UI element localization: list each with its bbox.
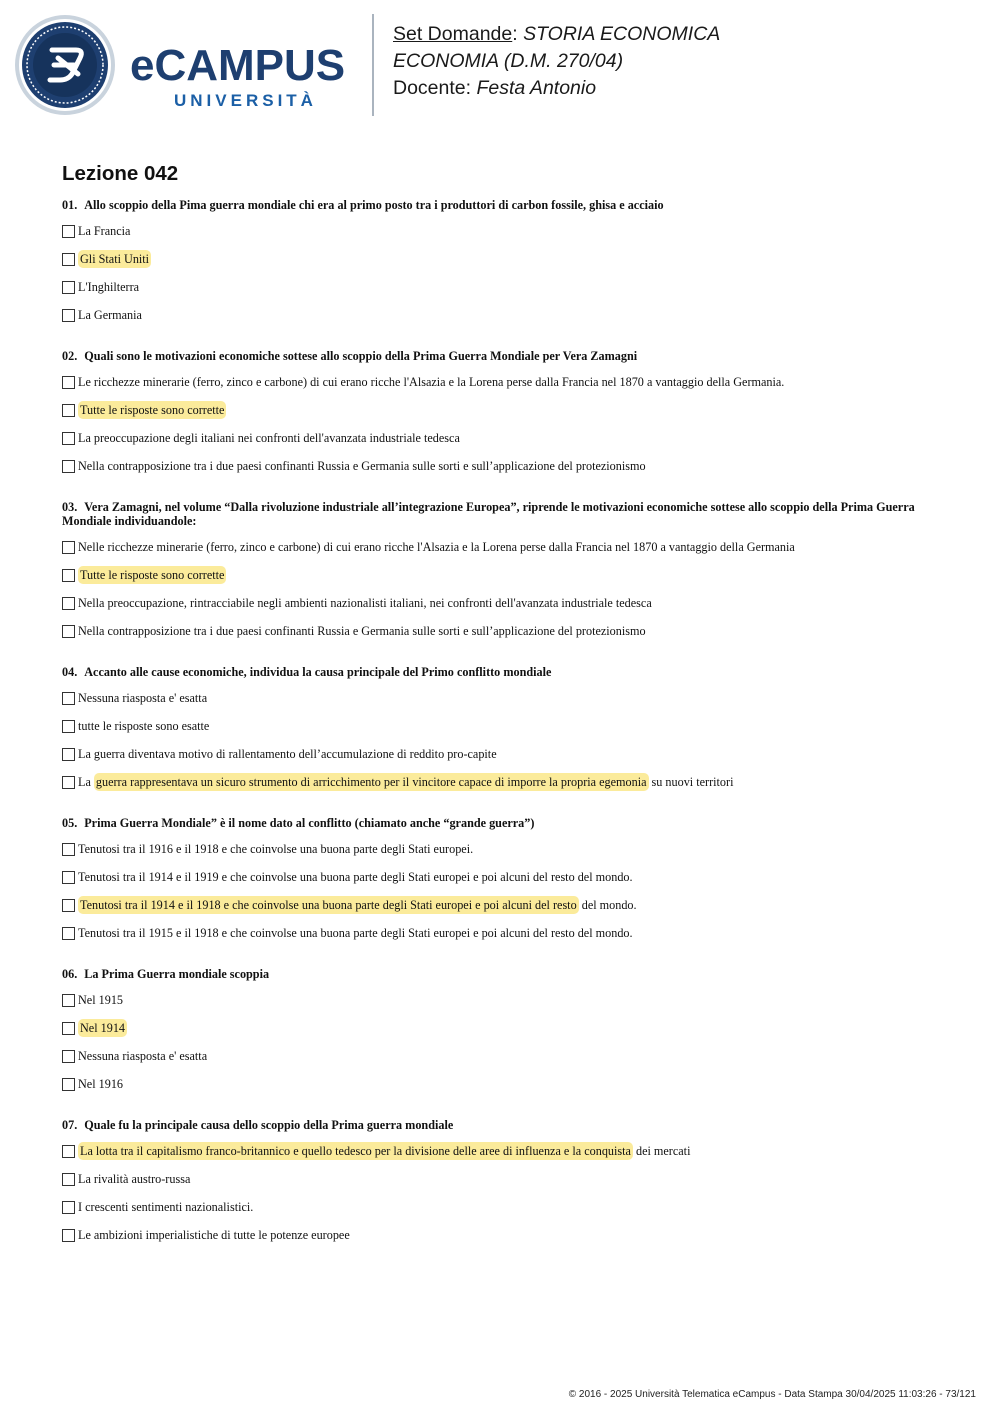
answer-text: Tenutosi tra il 1916 e il 1918 e che coinvolse una buona parte degli Stati europei.	[78, 841, 474, 856]
answer-text: Le ricchezze minerarie (ferro, zinco e carbone) di cui erano ricche l'Alsazia e la Lorena perse dalla Francia nel 1870 a vantaggio della Germania.	[78, 374, 785, 389]
answer-label	[78, 252, 151, 267]
answer-checkbox[interactable]	[62, 843, 75, 856]
answer-label	[78, 375, 784, 390]
answer-text: I crescenti sentimenti nazionalistici.	[78, 1199, 254, 1214]
answer-checkbox[interactable]	[62, 569, 75, 582]
answer-option[interactable]	[62, 424, 922, 452]
answer-label	[78, 747, 497, 762]
answer-text: Nel 1916	[78, 1076, 124, 1091]
answer-highlight: Nel 1914	[80, 1020, 126, 1035]
answer-option[interactable]	[62, 835, 922, 863]
answer-text: Nella contrapposizione tra i due paesi confinanti Russia e Germania sulle sorti e sull’applicazione del protezionismo	[78, 623, 646, 638]
question-body: Prima Guerra Mondiale” è il nome dato al conflitto (chiamato anche “grande guerra”)	[84, 816, 535, 830]
answer-checkbox[interactable]	[62, 720, 75, 733]
ecampus-seal-logo-icon	[14, 14, 116, 116]
set-line-1	[393, 21, 720, 48]
answer-text: del mondo.	[578, 897, 637, 912]
question-body: Accanto alle cause economiche, individua la causa principale del Primo conflitto mondiale	[84, 665, 552, 679]
teacher-name: Festa Antonio	[476, 77, 597, 99]
answer-option[interactable]	[62, 740, 922, 768]
answer-option[interactable]	[62, 1137, 922, 1165]
answer-option[interactable]	[62, 768, 922, 796]
answer-text: La Francia	[78, 223, 131, 238]
question-body: La Prima Guerra mondiale scoppia	[84, 967, 270, 981]
answer-label	[78, 1021, 127, 1036]
svg-text:eCAMPUS: eCAMPUS	[130, 41, 346, 90]
answer-highlight: Tenutosi tra il 1914 e il 1918 e che coinvolse una buona parte degli Stati europei e poi alcuni del resto	[80, 897, 577, 912]
question-text	[62, 967, 922, 981]
question-number: 06.	[62, 967, 78, 981]
question-text	[62, 198, 922, 212]
header-divider	[372, 14, 374, 116]
answer-checkbox[interactable]	[62, 625, 75, 638]
answer-highlight: Tutte le risposte sono corrette	[80, 402, 225, 417]
answer-label	[78, 596, 652, 611]
question-body: Quale fu la principale causa dello scoppio della Prima guerra mondiale	[84, 1118, 454, 1132]
answer-label	[78, 775, 733, 790]
answer-list	[62, 533, 922, 645]
answer-label	[78, 624, 646, 639]
answer-list	[62, 684, 922, 796]
answer-option[interactable]	[62, 986, 922, 1014]
answer-list	[62, 835, 922, 947]
set-separator: :	[512, 23, 524, 45]
question-05	[62, 816, 922, 947]
answer-label	[78, 898, 637, 913]
question-04	[62, 665, 922, 796]
answer-text: Nella contrapposizione tra i due paesi confinanti Russia e Germania sulle sorti e sull’applicazione del protezionismo	[78, 458, 646, 473]
answer-label	[78, 719, 209, 734]
answer-label	[78, 459, 646, 474]
answer-checkbox[interactable]	[62, 1078, 75, 1091]
answer-text-pre: La	[78, 774, 94, 789]
answer-option[interactable]	[62, 1042, 922, 1070]
answer-text: La preoccupazione degli italiani nei confronti dell'avanzata industriale tedesca	[78, 430, 460, 445]
answer-checkbox[interactable]	[62, 748, 75, 761]
lesson-title: Lezione 042	[62, 162, 179, 185]
question-body: Allo scoppio della Pima guerra mondiale chi era al primo posto tra i produttori di carbon fossile, ghisa e acciaio	[84, 198, 664, 212]
teacher-label: Docente:	[393, 77, 477, 99]
answer-option[interactable]	[62, 1165, 922, 1193]
question-06	[62, 967, 922, 1098]
page-header	[0, 0, 1000, 130]
answer-label	[78, 691, 207, 706]
answer-checkbox[interactable]	[62, 432, 75, 445]
answer-option[interactable]	[62, 245, 922, 273]
question-07	[62, 1118, 922, 1249]
answer-text: tutte le risposte sono esatte	[78, 718, 210, 733]
answer-checkbox[interactable]	[62, 281, 75, 294]
answer-text: Le ambizioni imperialistiche di tutte le potenze europee	[78, 1227, 350, 1242]
answer-option[interactable]	[62, 617, 922, 645]
answer-list	[62, 986, 922, 1098]
answer-checkbox[interactable]	[62, 927, 75, 940]
answer-label	[78, 1049, 207, 1064]
answer-checkbox[interactable]	[62, 460, 75, 473]
set-title-line1: STORIA ECONOMICA	[523, 23, 721, 45]
answer-checkbox[interactable]	[62, 404, 75, 417]
answer-checkbox[interactable]	[62, 1050, 75, 1063]
answer-label	[78, 403, 226, 418]
answer-list	[62, 1137, 922, 1249]
answer-list	[62, 368, 922, 480]
answer-label	[78, 926, 633, 941]
question-number: 05.	[62, 816, 78, 830]
answer-text: su nuovi territori	[648, 774, 734, 789]
question-01	[62, 198, 922, 329]
answer-checkbox[interactable]	[62, 1201, 75, 1214]
answer-option[interactable]	[62, 589, 922, 617]
answer-option[interactable]	[62, 1221, 922, 1249]
answer-option[interactable]	[62, 712, 922, 740]
answer-option[interactable]	[62, 1193, 922, 1221]
answer-option[interactable]	[62, 301, 922, 329]
question-text	[62, 349, 922, 363]
answer-checkbox[interactable]	[62, 225, 75, 238]
question-02	[62, 349, 922, 480]
answer-label	[78, 308, 142, 323]
answer-option[interactable]	[62, 396, 922, 424]
answer-text: La rivalità austro-russa	[78, 1171, 191, 1186]
answer-label	[78, 1144, 690, 1159]
answer-label	[78, 540, 795, 555]
answer-option[interactable]	[62, 273, 922, 301]
answer-checkbox[interactable]	[62, 597, 75, 610]
question-number: 02.	[62, 349, 78, 363]
answer-label	[78, 224, 130, 239]
answer-text: Tenutosi tra il 1914 e il 1919 e che coinvolse una buona parte degli Stati europei e poi alcuni del resto del mondo.	[78, 869, 633, 884]
question-03	[62, 500, 922, 645]
answer-checkbox[interactable]	[62, 309, 75, 322]
answer-text: La Germania	[78, 307, 142, 322]
answer-text: dei mercati	[632, 1143, 691, 1158]
teacher-line	[393, 75, 720, 102]
answer-option[interactable]	[62, 891, 922, 919]
answer-label	[78, 568, 226, 583]
question-number: 04.	[62, 665, 78, 679]
question-number: 07.	[62, 1118, 78, 1132]
set-label: Set Domande	[393, 23, 513, 45]
answer-label	[78, 431, 460, 446]
answer-highlight: guerra rappresentava un sicuro strumento di arricchimento per il vincitore capace di imporre la propria egemonia	[95, 774, 647, 789]
answer-checkbox[interactable]	[62, 253, 75, 266]
answer-text: Nessuna riasposta e' esatta	[78, 1048, 208, 1063]
answer-option[interactable]	[62, 368, 922, 396]
page-footer: © 2016 - 2025 Università Telematica eCampus - Data Stampa 30/04/2025 11:03:26 - 73/121	[568, 1389, 976, 1400]
answer-checkbox[interactable]	[62, 376, 75, 389]
answer-list	[62, 217, 922, 329]
answer-label	[78, 1200, 253, 1215]
answer-option[interactable]	[62, 1014, 922, 1042]
answer-checkbox[interactable]	[62, 1145, 75, 1158]
answer-checkbox[interactable]	[62, 776, 75, 789]
answer-highlight: Gli Stati Uniti	[80, 251, 150, 266]
answer-text: L'Inghilterra	[78, 279, 140, 294]
question-text	[62, 1118, 922, 1132]
question-text	[62, 665, 922, 679]
question-text	[62, 500, 922, 528]
answer-checkbox[interactable]	[62, 1022, 75, 1035]
answer-checkbox[interactable]	[62, 871, 75, 884]
answer-highlight: Tutte le risposte sono corrette	[80, 567, 225, 582]
answer-checkbox[interactable]	[62, 1229, 75, 1242]
answer-option[interactable]	[62, 919, 922, 947]
answer-label	[78, 1172, 190, 1187]
question-text	[62, 816, 922, 830]
answer-label	[78, 870, 633, 885]
svg-text:UNIVERSITÀ: UNIVERSITÀ	[174, 91, 317, 110]
answer-option[interactable]	[62, 452, 922, 480]
answer-option[interactable]	[62, 1070, 922, 1098]
answer-label	[78, 280, 139, 295]
answer-text: Nessuna riasposta e' esatta	[78, 690, 208, 705]
answer-text: La guerra diventava motivo di rallentamento dell’accumulazione di reddito pro-capite	[78, 746, 497, 761]
answer-checkbox[interactable]	[62, 1173, 75, 1186]
answer-option[interactable]	[62, 217, 922, 245]
answer-highlight: La lotta tra il capitalismo franco-britannico e quello tedesco per la divisione delle aree di influenza e la conquista	[80, 1143, 631, 1158]
answer-checkbox[interactable]	[62, 899, 75, 912]
question-body: Quali sono le motivazioni economiche sottese allo scoppio della Prima Guerra Mondiale per Vera Zamagni	[84, 349, 638, 363]
answer-checkbox[interactable]	[62, 994, 75, 1007]
answer-option[interactable]	[62, 684, 922, 712]
set-title-line2: ECONOMIA (D.M. 270/04)	[393, 50, 624, 72]
answer-label	[78, 1077, 123, 1092]
answer-text: Nelle ricchezze minerarie (ferro, zinco e carbone) di cui erano ricche l'Alsazia e la Lorena perse dalla Francia nel 1870 a vantaggio della Germania	[78, 539, 795, 554]
answer-label	[78, 993, 123, 1008]
header-info	[393, 21, 720, 102]
answer-option[interactable]	[62, 533, 922, 561]
answer-text: Nella preoccupazione, rintracciabile negli ambienti nazionalisti italiani, nei confronti dell'avanzata industriale tedesca	[78, 595, 652, 610]
answer-label	[78, 842, 473, 857]
answer-option[interactable]	[62, 863, 922, 891]
answer-label	[78, 1228, 350, 1243]
answer-option[interactable]	[62, 561, 922, 589]
answer-text: Nel 1915	[78, 992, 124, 1007]
question-number: 03.	[62, 500, 78, 514]
ecampus-wordmark-logo	[130, 40, 360, 112]
question-number: 01.	[62, 198, 78, 212]
answer-checkbox[interactable]	[62, 541, 75, 554]
answer-text: Tenutosi tra il 1915 e il 1918 e che coinvolse una buona parte degli Stati europei e poi alcuni del resto del mondo.	[78, 925, 633, 940]
answer-checkbox[interactable]	[62, 692, 75, 705]
question-body: Vera Zamagni, nel volume “Dalla rivoluzione industriale all’integrazione Europea”, riprende le motivazioni economiche sottese allo scoppio della Prima Guerra Mondiale individuandole:	[62, 500, 915, 528]
